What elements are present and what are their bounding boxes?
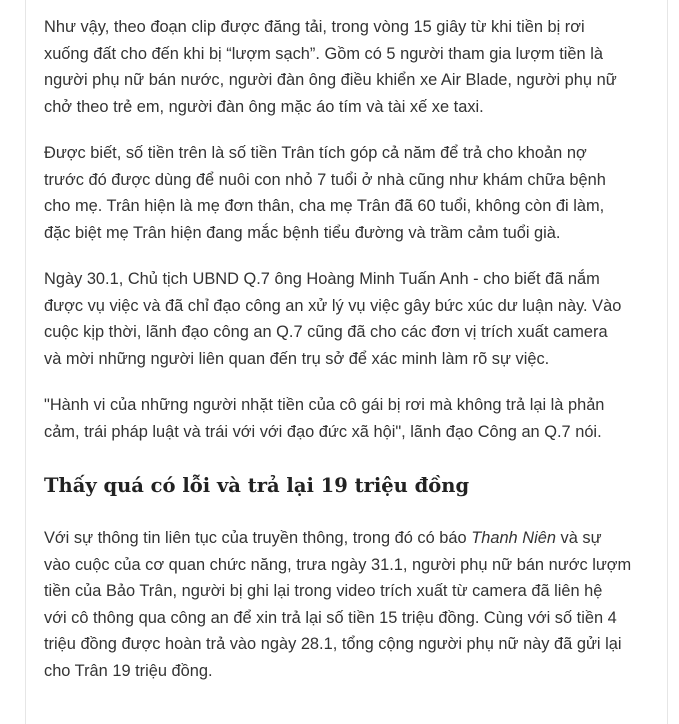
text-line: cuộc kịp thời, lãnh đạo công an Q.7 cũng đã cho các đơn vị trích xuất camera [44, 323, 608, 341]
newspaper-name: Thanh Niên [471, 529, 556, 547]
text-segment: Với sự thông tin liên tục của truyền thông, trong đó có báo [44, 529, 472, 547]
text-line: chở theo trẻ em, người đàn ông mặc áo tím và tài xế xe taxi. [44, 97, 484, 116]
text-line: cho Trân 19 triệu đồng. [44, 661, 213, 680]
text-line: được vụ việc và đã chỉ đạo công an xử lý vụ việc gây bức xúc dư luận này. Vào [44, 296, 622, 315]
text-line: vào cuộc của cơ quan chức năng, trưa ngày 31.1, người phụ nữ bán nước lượm [44, 555, 632, 574]
text-line: cho mẹ. Trân hiện là mẹ đơn thân, cha mẹ Trân đã 60 tuổi, không còn đi làm, [44, 197, 605, 215]
text-segment: và sự [555, 529, 602, 547]
text-line: Như vậy, theo đoạn clip được đăng tải, trong vòng 15 giây từ khi tiền bị rơi [44, 18, 585, 36]
paragraph-clip-description [44, 14, 654, 120]
text-line: xuống đất cho đến khi bị “lượm sạch”. Gồm có 5 người tham gia lượm tiền là [44, 44, 603, 63]
text-line: đặc biệt mẹ Trân hiện đang mắc bệnh tiểu đường và trầm cảm tuổi già. [44, 223, 561, 242]
text-line: với cô thông qua công an để xin trả lại số tiền 15 triệu đồng. Cùng với số tiền 4 [44, 608, 617, 627]
text-line: Được biết, số tiền trên là số tiền Trân tích góp cả năm để trả cho khoản nợ [44, 144, 587, 162]
section-heading: Thấy quá có lỗi và trả lại 19 triệu đồng [44, 474, 470, 497]
paragraph-police-quote [44, 392, 654, 445]
article-body [44, 14, 654, 704]
text-line: người phụ nữ bán nước, người đàn ông điều khiển xe Air Blade, người phụ nữ [44, 71, 617, 89]
text-line: tiền của Bảo Trân, người bị ghi lại trong video trích xuất từ camera đã liên hệ [44, 582, 603, 600]
text-line: triệu đồng được hoàn trả vào ngày 28.1, tổng cộng người phụ nữ này đã gửi lại [44, 635, 622, 653]
text-line: và mời những người liên quan đến trụ sở để xác minh làm rõ sự việc. [44, 349, 550, 368]
paragraph-authority-statement [44, 266, 654, 372]
paragraph-money-returned [44, 525, 654, 684]
text-line: Ngày 30.1, Chủ tịch UBND Q.7 ông Hoàng Minh Tuấn Anh - cho biết đã nắm [44, 270, 600, 288]
text-line: trước đó được dùng để nuôi con nhỏ 7 tuổi ở nhà cũng như khám chữa bệnh [44, 170, 606, 189]
text-line: cảm, trái pháp luật và trái với với đạo đức xã hội", lãnh đạo Công an Q.7 nói. [44, 422, 602, 441]
paragraph-money-background [44, 140, 654, 246]
text-line: "Hành vi của những người nhặt tiền của cô gái bị rơi mà không trả lại là phản [44, 396, 605, 414]
